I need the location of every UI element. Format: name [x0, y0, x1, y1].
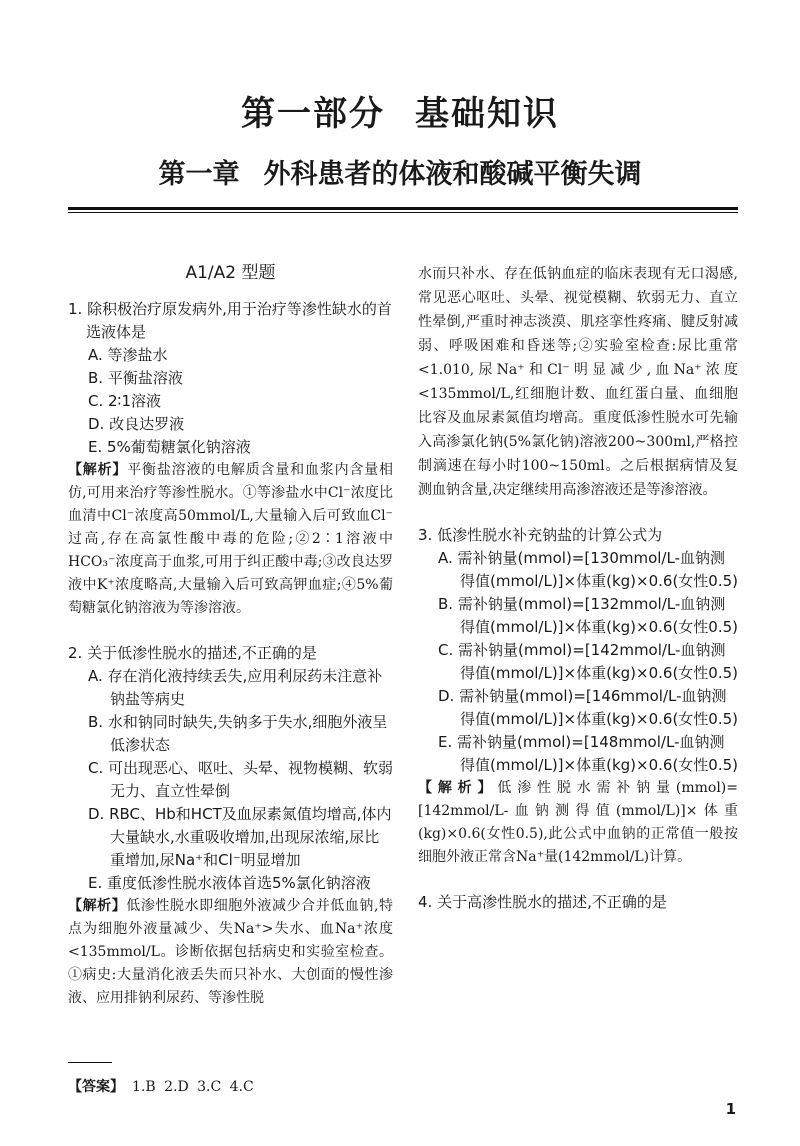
option: C. 2∶1溶液	[88, 392, 162, 410]
option: B. 水和钠同时缺失,失钠多于失水,细胞外液呈低渗状态	[88, 713, 388, 754]
option: D. 改良达罗液	[88, 415, 185, 433]
footnote-divider	[68, 1062, 112, 1063]
chapter-name: 外科患者的体液和酸碱平衡失调	[263, 159, 642, 190]
right-column	[418, 262, 738, 914]
answer-key	[68, 1076, 254, 1096]
explanation	[68, 895, 393, 1010]
option: C. 可出现恶心、呕吐、头晕、视物模糊、软弱无力、直立性晕倒	[88, 759, 394, 800]
explanation	[418, 777, 738, 869]
answer-key-values: 1.B 2.D 3.C 4.C	[132, 1079, 254, 1095]
option: C. 需补钠量(mmol)=[142mmol/L-血钠测得值(mmol/L)]×体重(kg)×0.6(女性0.5)	[438, 641, 738, 682]
option: A. 等渗盐水	[88, 346, 168, 364]
question-stem: 1. 除积极治疗原发病外,用于治疗等渗性缺水的首选液体是	[68, 300, 392, 341]
explanation-text: 低渗性脱水需补钠量(mmol)=[142mmol/L-血钠测得值(mmol/L)]×体重(kg)×0.6(女性0.5),此公式中血钠的正常值一般按细胞外液正常含Na⁺量(142mmol/L)计算。	[418, 780, 738, 865]
option: B. 平衡盐溶液	[88, 369, 183, 387]
question-stem: 2. 关于低渗性脱水的描述,不正确的是	[68, 644, 317, 662]
title-divider-thin	[68, 212, 738, 213]
option: A. 存在消化液持续丢失,应用利尿药未注意补钠盐等病史	[88, 667, 383, 708]
part-title	[0, 86, 800, 135]
option: D. 需补钠量(mmol)=[146mmol/L-血钠测得值(mmol/L)]×体重(kg)×0.6(女性0.5)	[438, 687, 738, 728]
question-stem: 3. 低渗性脱水补充钠盐的计算公式为	[418, 526, 663, 544]
part-name: 基础知识	[415, 94, 559, 134]
question-3	[418, 524, 738, 869]
option: E. 需补钠量(mmol)=[148mmol/L-血钠测得值(mmol/L)]×体重(kg)×0.6(女性0.5)	[438, 733, 738, 774]
explanation-tag: 【解析】	[418, 780, 498, 796]
chapter-number: 第一章	[158, 159, 240, 190]
left-column	[68, 262, 393, 1010]
part-number: 第一部分	[241, 94, 385, 134]
option: E. 重度低渗性脱水液体首选5%氯化钠溶液	[88, 874, 371, 892]
explanation-tag: 【解析】	[68, 898, 127, 914]
question-stem: 4. 关于高渗性脱水的描述,不正确的是	[418, 893, 667, 911]
explanation	[68, 459, 393, 620]
explanation-text: 低渗性脱水即细胞外液减少合并低血钠,特点为细胞外液量减少、失Na⁺>失水、血Na⁺浓度<135mmol/L。诊断依据包括病史和实验室检查。①病史:大量消化液丢失而只补水、大创面的慢性渗液、应用排钠利尿药、等渗性脱	[68, 898, 393, 1006]
chapter-title	[0, 152, 800, 191]
question-1	[68, 298, 393, 620]
question-4	[418, 891, 738, 914]
option: B. 需补钠量(mmol)=[132mmol/L-血钠测得值(mmol/L)]×体重(kg)×0.6(女性0.5)	[438, 595, 738, 636]
option: A. 需补钠量(mmol)=[130mmol/L-血钠测得值(mmol/L)]×体重(kg)×0.6(女性0.5)	[438, 549, 738, 590]
option: D. RBC、Hb和HCT及血尿素氮值均增高,体内大量缺水,水重吸收增加,出现尿浓缩,尿比重增加,尿Na⁺和Cl⁻明显增加	[88, 805, 392, 869]
question-2	[68, 642, 393, 1010]
section-heading: A1/A2 型题	[185, 263, 276, 283]
answer-key-tag: 【答案】	[68, 1079, 124, 1095]
option: E. 5%葡萄糖氯化钠溶液	[88, 438, 251, 456]
title-divider-thick	[68, 207, 738, 210]
page-number: 1	[725, 1100, 736, 1118]
explanation-continued: 水而只补水、存在低钠血症的临床表现有无口渴感,常见恶心呕吐、头晕、视觉模糊、软弱无力、直立性晕倒,严重时神志淡漠、肌痉挛性疼痛、腱反射减弱、呼吸困难和昏迷等;②实验室检查:尿比重常<1.010,尿Na⁺和Cl⁻明显减少,血Na⁺浓度<135mmol/L,红细胞计数、血红蛋白量、血细胞比容及血尿素氮值均增高。重度低渗性脱水可先输入高渗氯化钠(5%氯化钠)溶液200~300ml,严格控制滴速在每小时100~150ml。之后根据病情及复测血钠含量,决定继续用高渗溶液还是等渗溶液。	[418, 266, 738, 498]
explanation-tag: 【解析】	[68, 462, 128, 478]
explanation-text: 平衡盐溶液的电解质含量和血浆内含量相仿,可用来治疗等渗性脱水。①等渗盐水中Cl⁻浓度比血清中Cl⁻浓度高50mmol/L,大量输入后可致血Cl⁻过高,存在高氯性酸中毒的危险;②2∶1溶液中HCO₃⁻浓度高于血浆,可用于纠正酸中毒;③改良达罗液中K⁺浓度略高,大量输入后可致高钾血症;④5%葡萄糖氯化钠溶液为等渗溶液。	[68, 462, 394, 616]
